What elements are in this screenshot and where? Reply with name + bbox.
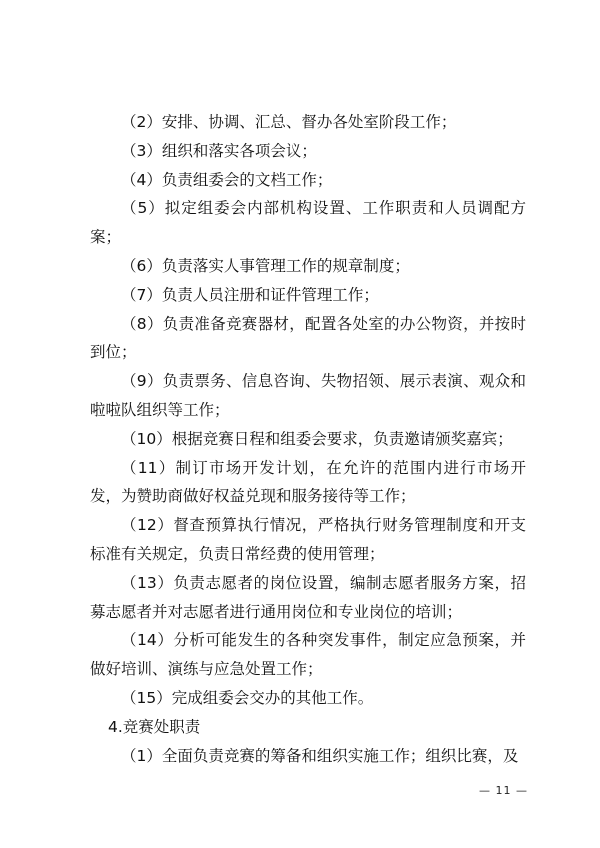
paragraph-item-14: （14）分析可能发生的各种突发事件，制定应急预案，并做好培训、演练与应急处置工作； (90, 631, 526, 679)
paragraph-item-2: （2）安排、协调、汇总、督办各处室阶段工作； (121, 113, 457, 131)
paragraph-item-5: （5）拟定组委会内部机构设置、工作职责和人员调配方案； (90, 199, 526, 247)
paragraph-item-10: （10）根据竞赛日程和组委会要求，负责邀请颁奖嘉宾； (121, 429, 513, 448)
paragraph-item-13: （13）负责志愿者的岗位设置，编制志愿者服务方案，招募志愿者并对志愿者进行通用岗位和专业岗位的培训； (90, 573, 526, 621)
paragraph-item-15: （15）完成组委会交办的其他工作。 (121, 688, 374, 707)
paragraph-item-7: （7）负责人员注册和证件管理工作； (121, 285, 379, 304)
paragraph-item-9: （9）负责票务、信息咨询、失物招领、展示表演、观众和啦啦队组织等工作； (90, 372, 526, 419)
paragraph-item-12: （12）督查预算执行情况，严格执行财务管理制度和开支标准有关规定，负责日常经费的使用管理； (90, 516, 526, 563)
document-body (90, 108, 526, 770)
paragraph-item-4: （4）负责组委会的文档工作； (121, 170, 333, 189)
section-heading: 4.竞赛处职责 (108, 717, 201, 736)
paragraph-item-8: （8）负责准备竞赛器材，配置各处室的办公物资，并按时到位； (90, 314, 526, 362)
paragraph-item-11: （11）制订市场开发计划，在允许的范围内进行市场开发，为赞助商做好权益兑现和服务接待等工作； (90, 458, 526, 506)
paragraph-item-1-partial: （1）全面负责竞赛的筹备和组织实施工作；组织比赛，及 (121, 746, 519, 765)
paragraph-item-6: （6）负责落实人事管理工作的规章制度； (121, 256, 410, 275)
page-number: — 11 — (479, 784, 528, 797)
paragraph-item-3: （3）组织和落实各项会议； (121, 141, 317, 160)
